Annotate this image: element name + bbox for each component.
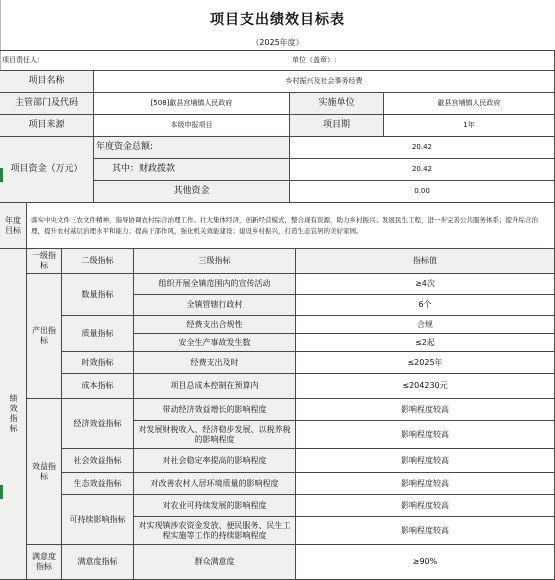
indicator-value: 合规 <box>296 316 555 334</box>
satisfaction-sub-label: 满意度指标 <box>62 545 134 580</box>
indicator-value: ≤2025年 <box>296 352 555 374</box>
indicator-name: 项目总成本控制在预算内 <box>134 374 296 399</box>
header-value: 指标值 <box>296 249 555 274</box>
output-indicator-label: 产出指标 <box>27 274 62 399</box>
perf-indicators-text: 绩效指标 <box>9 394 18 434</box>
indicator-name: 经费支出及时 <box>134 352 296 374</box>
project-name-value: 乡村振兴及社会事务经费 <box>94 71 555 93</box>
indicator-value: 6个 <box>296 295 555 316</box>
year-note: （2025年度） <box>251 38 304 47</box>
quantity-indicator-label: 数量指标 <box>62 274 134 316</box>
page-title: 项目支出绩效目标表 <box>210 12 345 28</box>
source-label: 项目来源 <box>0 115 94 137</box>
unit-stamp-label: 单位（盖章）: <box>290 50 555 71</box>
funds-fiscal-value: 20.42 <box>290 159 555 181</box>
indicator-name: 带动经济效益增长的影响程度 <box>134 399 296 421</box>
impl-unit-label: 实施单位 <box>290 93 384 115</box>
social-benefit-label: 社会效益指标 <box>62 449 134 473</box>
dept-value: [508]歙县宫埔镇人民政府 <box>94 93 290 115</box>
indicator-name: 群众满意度 <box>134 545 296 580</box>
indicator-value: ≤2起 <box>296 334 555 352</box>
timeliness-indicator-label: 时效指标 <box>62 352 134 374</box>
funds-label: 项目资金（万元） <box>0 137 94 203</box>
indicator-value: ≥90% <box>296 545 555 580</box>
indicator-value: ≤204230元 <box>296 374 555 399</box>
funds-other-label: 其他资金 <box>94 181 290 203</box>
row-marker <box>0 168 3 182</box>
funds-total-value: 20.42 <box>290 137 555 159</box>
indicator-name: 经费支出合规性 <box>134 316 296 334</box>
indicator-name: 组织开展全镇范围内的宣传活动 <box>134 274 296 295</box>
annual-goal-label: 年度目标 <box>0 203 27 249</box>
impl-unit-value: 歙县宫埔镇人民政府 <box>384 93 555 115</box>
project-name-label: 项目名称 <box>0 71 94 93</box>
source-value: 本级申报项目 <box>94 115 290 137</box>
header-level2: 二级指标 <box>62 249 134 274</box>
header-level3: 三级指标 <box>134 249 296 274</box>
indicator-value: 影响程度较高 <box>296 517 555 545</box>
indicator-name: 对实现镇涉农资金发放、便民服务、民生工程实施等工作的持续影响程度 <box>134 517 296 545</box>
funds-total-label: 年度资金总额: <box>94 137 290 159</box>
indicator-value: 影响程度较高 <box>296 473 555 495</box>
responsible-value <box>94 50 290 71</box>
indicator-name: 对发展财税收入、经济稳步发展、以税养税的影响程度 <box>134 421 296 449</box>
dept-label: 主管部门及代码 <box>0 93 94 115</box>
indicator-name: 对改善农村人居环境质量的影响程度 <box>134 473 296 495</box>
annual-goal-text: 落实中央文件三农文件精神，指导协调农村综合治理工作。壮大集体经济，创新经营模式，整合现有资源，助力乡村振兴；发展民生工程，进一步完善公共服务体系；提升综合治理，提升农村基层治理水平和能力；提高干部作风，强化机关效能建设；建设乡村振兴，打造生态宜居的美好家园。 <box>27 203 555 249</box>
benefit-indicator-label: 效益指标 <box>27 399 62 545</box>
quality-indicator-label: 质量指标 <box>62 316 134 352</box>
indicator-value: 影响程度较高 <box>296 449 555 473</box>
indicator-name: 安全生产事故发生数 <box>134 334 296 352</box>
period-value: 1年 <box>384 115 555 137</box>
responsible-label: 项目责任人: <box>0 50 94 71</box>
indicator-value: 影响程度较高 <box>296 495 555 517</box>
satisfaction-indicator-label: 满意度指标 <box>27 545 62 580</box>
row-marker <box>0 485 3 499</box>
indicator-value: 影响程度较高 <box>296 421 555 449</box>
eco-benefit-label: 生态效益指标 <box>62 473 134 495</box>
header-level1: 一级指标 <box>27 249 62 274</box>
indicator-name: 对社会稳定率提高的影响程度 <box>134 449 296 473</box>
economic-benefit-label: 经济效益指标 <box>62 399 134 449</box>
sustain-impact-label: 可持续影响指标 <box>62 495 134 545</box>
indicator-name: 全镇管辖行政村 <box>134 295 296 316</box>
funds-other-value: 0.00 <box>290 181 555 203</box>
indicator-name: 对农业可持续发展的影响程度 <box>134 495 296 517</box>
indicator-value: 影响程度较高 <box>296 399 555 421</box>
perf-indicators-label <box>0 249 27 580</box>
period-label: 项目期 <box>290 115 384 137</box>
cost-indicator-label: 成本指标 <box>62 374 134 399</box>
funds-fiscal-label: 其中：财政拨款 <box>94 159 290 181</box>
indicator-value: ≥4次 <box>296 274 555 295</box>
